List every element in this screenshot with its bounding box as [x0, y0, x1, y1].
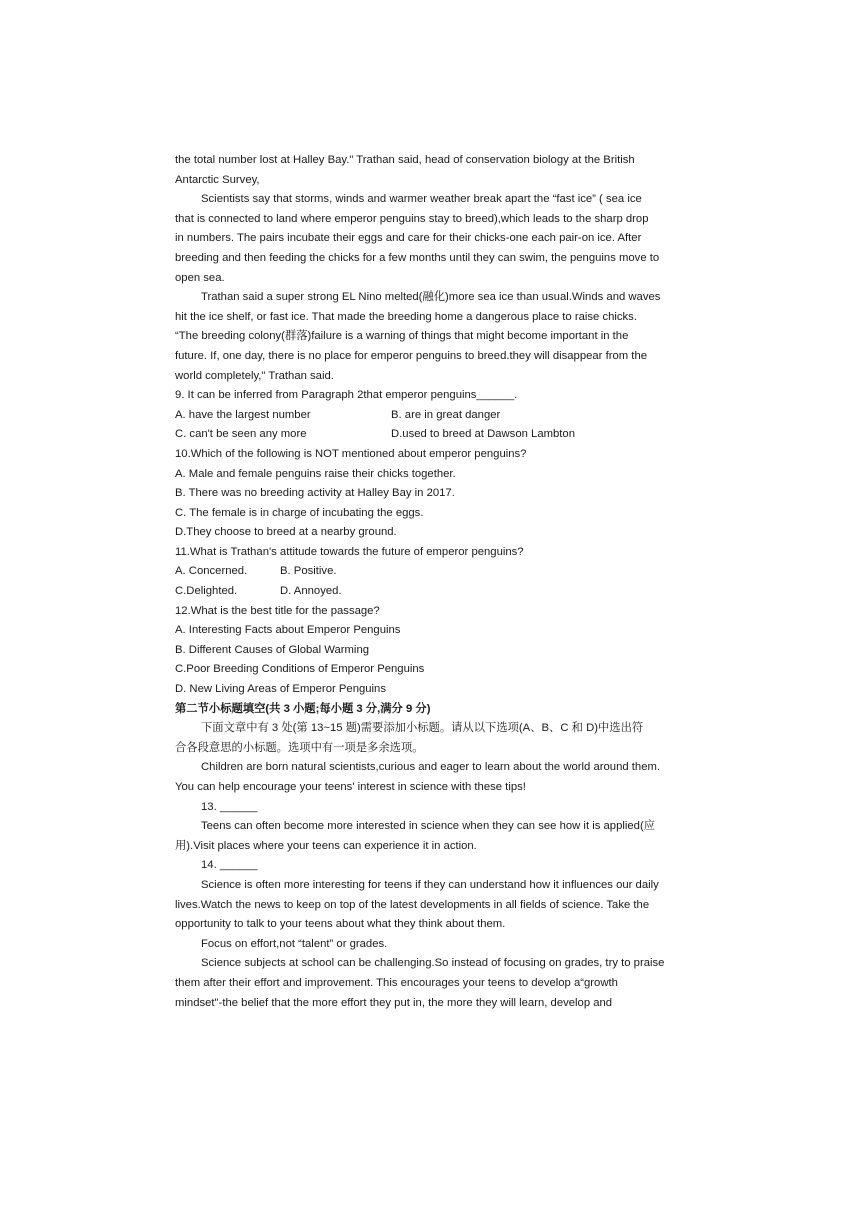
passage-line: You can help encourage your teens' interest in science with these tips!: [175, 781, 526, 793]
passage-line: “The breeding colony(群落)failure is a warning of things that might become important in the: [175, 330, 629, 343]
section-heading: 第二节小标题填空(共 3 小题;每小题 3 分,满分 9 分): [175, 702, 431, 715]
question-stem: 10.Which of the following is NOT mentioned about emperor penguins?: [175, 447, 527, 460]
option-b: B. are in great danger: [391, 408, 501, 421]
passage-line: Children are born natural scientists,curious and eager to learn about the world around them.: [201, 761, 661, 774]
option-b: B. Different Causes of Global Warming: [175, 643, 370, 656]
passage-line: Science is often more interesting for teens if they can understand how it influences our daily: [201, 878, 659, 891]
option-a: A. Interesting Facts about Emperor Penguins: [175, 624, 401, 637]
question-stem: 11.What is Trathan's attitude towards the future of emperor penguins?: [175, 545, 524, 558]
passage-line: Antarctic Survey,: [175, 173, 260, 186]
option-c: C.Delighted.: [175, 585, 238, 598]
passage-line: that is connected to land where emperor penguins stay to breed),which leads to the sharp drop: [175, 212, 649, 225]
passage-text: [175, 151, 705, 386]
passage-line: them after their effort and improvement. This encourages your teens to develop a“growth: [175, 976, 618, 989]
section-2: [175, 700, 705, 1014]
option-c: C.Poor Breeding Conditions of Emperor Penguins: [175, 663, 425, 676]
passage-line: future. If, one day, there is no place for emperor penguins to breed.they will disappear from the: [175, 349, 648, 362]
passage-line: Science subjects at school can be challenging.So instead of focusing on grades, try to praise: [201, 957, 665, 970]
question-stem: 9. It can be inferred from Paragraph 2that emperor penguins______.: [175, 389, 518, 402]
passage-line: hit the ice shelf, or fast ice. That made the breeding home a dangerous place to raise chicks.: [175, 310, 637, 323]
passage-line: Teens can often become more interested in science when they can see how it is applied(应: [201, 820, 656, 833]
option-d: D.They choose to breed at a nearby ground.: [175, 526, 397, 539]
option-a: A. Male and female penguins raise their chicks together.: [175, 467, 456, 480]
option-d: D.used to breed at Dawson Lambton: [391, 428, 575, 441]
section-instruction: 合各段意思的小标题。选项中有一项是多余选项。: [175, 741, 424, 754]
option-row: [175, 406, 705, 426]
blank-14: 14. ______: [201, 859, 258, 872]
section-instruction: 下面文章中有 3 处(第 13~15 题)需要添加小标题。请从以下选项(A、B、C 和 D)中选出符: [201, 722, 644, 735]
subheading-line: Focus on effort,not “talent” or grades.: [201, 937, 388, 950]
passage-line: the total number lost at Halley Bay." Trathan said, head of conservation biology at the British: [175, 154, 635, 166]
passage-line: lives.Watch the news to keep on top of the latest developments in all fields of science. Take the: [175, 898, 650, 911]
passage-line: world completely," Trathan said.: [175, 369, 334, 382]
option-d: D. Annoyed.: [280, 585, 342, 598]
question-9: [175, 386, 705, 445]
passage-line: 用).Visit places where your teens can experience it in action.: [175, 839, 477, 852]
option-b: B. Positive.: [280, 565, 337, 578]
question-10: [175, 445, 705, 543]
option-a: A. have the largest number: [175, 408, 311, 421]
option-d: D. New Living Areas of Emperor Penguins: [175, 683, 386, 696]
option-row: [175, 582, 705, 602]
option-row: [175, 425, 705, 445]
passage-line: in numbers. The pairs incubate their eggs and care for their chicks-one each pair-on ice. After: [175, 232, 642, 245]
option-a: A. Concerned.: [175, 565, 248, 578]
exam-page: [175, 151, 705, 1013]
blank-13: 13. ______: [201, 800, 258, 813]
passage-line: Scientists say that storms, winds and warmer weather break apart the “fast ice” ( sea ice: [201, 193, 642, 206]
passage-line: mindset"-the belief that the more effort they put in, the more they will learn, develop and: [175, 996, 613, 1009]
passage-line: breeding and then feeding the chicks for a few months until they can swim, the penguins move to: [175, 251, 660, 264]
question-stem: 12.What is the best title for the passage?: [175, 604, 380, 617]
option-c: C. can't be seen any more: [175, 428, 307, 441]
question-11: [175, 543, 705, 602]
question-12: [175, 602, 705, 700]
passage-line: Trathan said a super strong EL Nino melted(融化)more sea ice than usual.Winds and waves: [201, 291, 661, 304]
option-b: B. There was no breeding activity at Halley Bay in 2017.: [175, 487, 455, 500]
option-c: C. The female is in charge of incubating the eggs.: [175, 506, 424, 519]
option-row: [175, 562, 705, 582]
passage-line: opportunity to talk to your teens about what they think about them.: [175, 918, 506, 931]
passage-line: open sea.: [175, 271, 225, 284]
